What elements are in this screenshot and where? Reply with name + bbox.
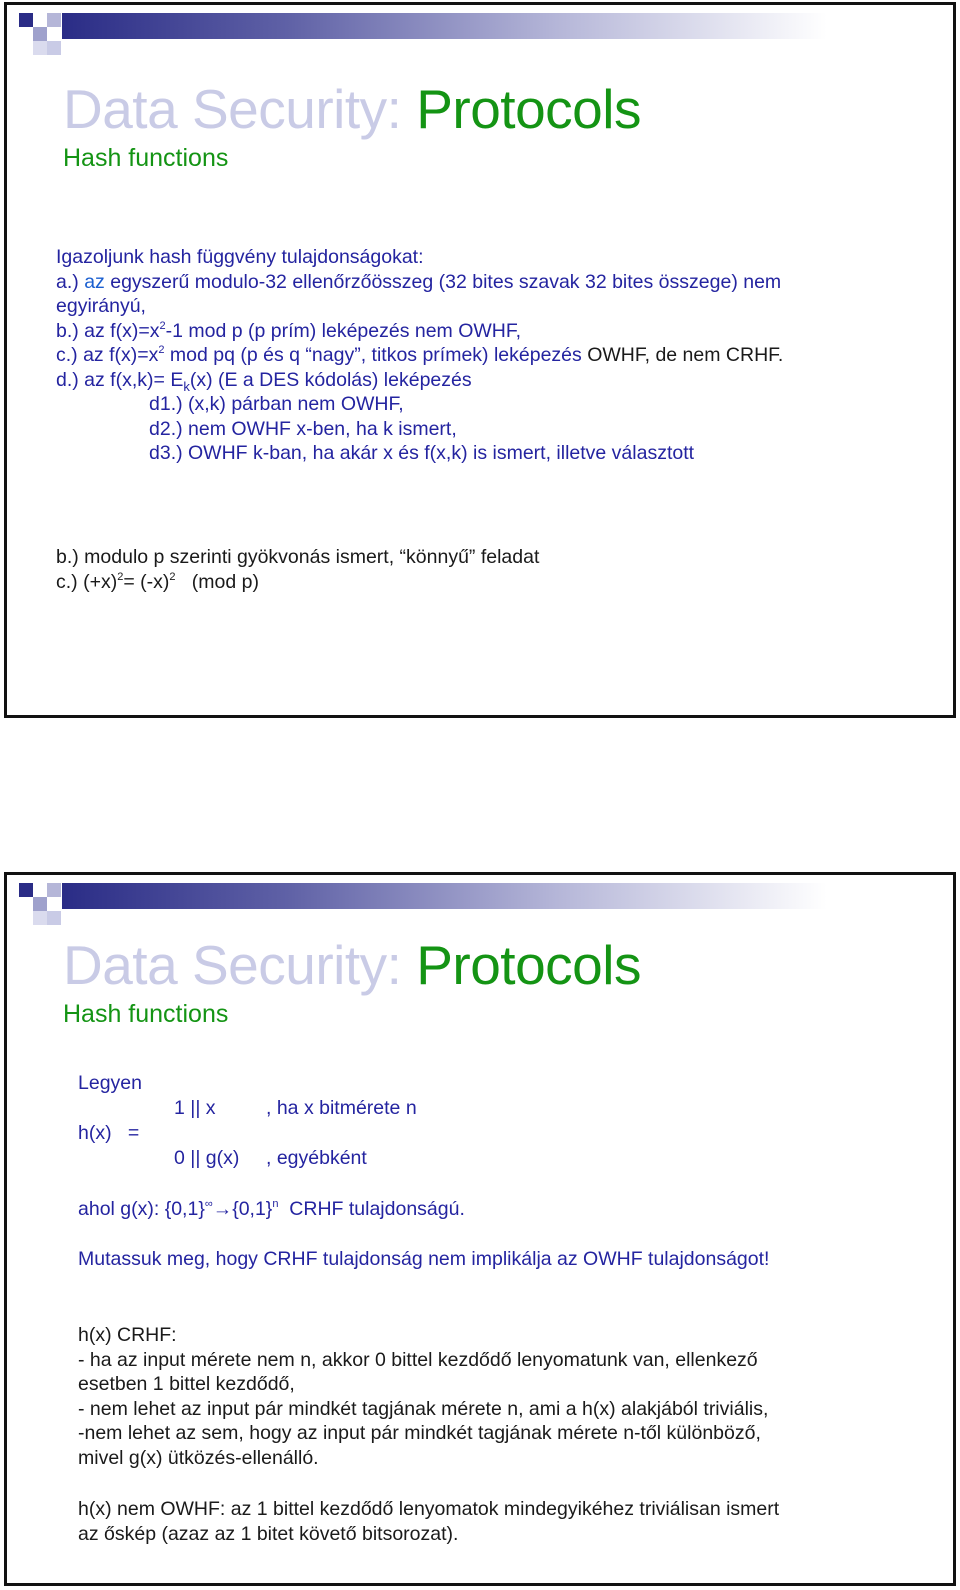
arrow-icon: → bbox=[212, 1198, 233, 1220]
item-c: c.) az $f(x)=x^2$ mod pq (p és q “nagy”, titkos prímek) leképezés OWHF, de nem CRHF. bbox=[56, 344, 784, 366]
deco-square bbox=[33, 911, 47, 925]
deco-square bbox=[33, 897, 47, 911]
title-part-2: Protocols bbox=[416, 934, 641, 996]
deco-square bbox=[33, 41, 47, 55]
slide-subtitle: Hash functions bbox=[63, 144, 229, 172]
item-d1: d1.) (x,k) párban nem OWHF, bbox=[149, 393, 404, 415]
case-1-condition: , ha x bitmérete n bbox=[266, 1097, 417, 1119]
crhf-line: -nem lehet az sem, hogy az input pár mindkét tagjának mérete n-től különböző, bbox=[78, 1422, 761, 1444]
item-a-cont: egyirányú, bbox=[56, 295, 146, 317]
slide-1 bbox=[4, 2, 956, 718]
task-statement: Mutassuk meg, hogy CRHF tulajdonság nem implikálja az OWHF tulajdonságot! bbox=[78, 1248, 770, 1270]
intro-line: Igazoljunk hash függvény tulajdonságokat: bbox=[56, 246, 424, 268]
owhf-proof bbox=[78, 1497, 779, 1546]
slide-title bbox=[63, 933, 641, 997]
deco-square bbox=[33, 27, 47, 41]
slide-2 bbox=[4, 872, 956, 1586]
crhf-heading: h(x) CRHF: bbox=[78, 1324, 177, 1346]
deco-square bbox=[19, 883, 33, 897]
title-part-1: Data Security: bbox=[63, 934, 402, 996]
g-definition: ahol g(x): $\{0,1\}^\infty\to\{0,1\}^n$ CRHF tulajdonságú. bbox=[78, 1198, 465, 1220]
deco-square bbox=[47, 911, 61, 925]
slide-title bbox=[63, 77, 641, 141]
item-d3: d3.) OWHF k-ban, ha akár x és f(x,k) is ismert, illetve választott bbox=[149, 442, 695, 464]
case-2-condition: , egyébként bbox=[266, 1147, 367, 1169]
case-2-expression: 0 || g(x) bbox=[174, 1147, 240, 1169]
legyen-label: Legyen bbox=[78, 1072, 142, 1094]
item-a: a.) az egyszerű modulo-32 ellenőrzőösszeg (32 bites szavak 32 bites összege) nem bbox=[56, 270, 782, 293]
exercise-list bbox=[56, 245, 783, 466]
item-b: b.) az $f(x)=x^2-1$ mod p (p prím) leképezés nem OWHF, bbox=[56, 319, 522, 342]
crhf-line: mivel g(x) ütközés-ellenálló. bbox=[78, 1446, 319, 1469]
answer-b: b.) modulo p szerinti gyökvonás ismert, “könnyű” feladat bbox=[56, 546, 540, 568]
slide-subtitle: Hash functions bbox=[63, 1000, 229, 1028]
case-1-expression: 1 || x bbox=[174, 1097, 216, 1119]
deco-square bbox=[47, 13, 61, 27]
deco-square bbox=[47, 41, 61, 55]
crhf-line: - nem lehet az input pár mindkét tagjának mérete n, ami a h(x) alakjából triviális, bbox=[78, 1397, 769, 1420]
crhf-line: - ha az input mérete nem n, akkor 0 bittel kezdődő lenyomatunk van, ellenkező bbox=[78, 1348, 758, 1371]
deco-square bbox=[47, 883, 61, 897]
item-d: d.) az $f(x,k)= E_k(x)$ (E a DES kódolás) leképezés bbox=[56, 368, 472, 394]
item-d2: d2.) nem OWHF x-ben, ha k ismert, bbox=[149, 417, 457, 440]
hx-equals: h(x) = bbox=[78, 1122, 140, 1144]
owhf-line: h(x) nem OWHF: az 1 bittel kezdődő lenyomatok mindegyikéhez triviálisan ismert bbox=[78, 1498, 780, 1520]
crhf-line: esetben 1 bittel kezdődő, bbox=[78, 1373, 295, 1395]
deco-square bbox=[19, 13, 33, 27]
title-part-2: Protocols bbox=[416, 78, 641, 140]
gradient-bar bbox=[62, 13, 956, 39]
crhf-proof bbox=[78, 1323, 768, 1470]
gradient-bar bbox=[62, 883, 956, 909]
title-part-1: Data Security: bbox=[63, 78, 402, 140]
header-decoration bbox=[7, 5, 953, 65]
answers bbox=[56, 545, 539, 594]
answer-c: c.) $(+x)^2= (-x)^2$ (mod p) bbox=[56, 570, 259, 593]
owhf-line: az őskép (azaz az 1 bitet követő bitsorozat). bbox=[78, 1522, 459, 1545]
header-decoration bbox=[7, 875, 953, 935]
